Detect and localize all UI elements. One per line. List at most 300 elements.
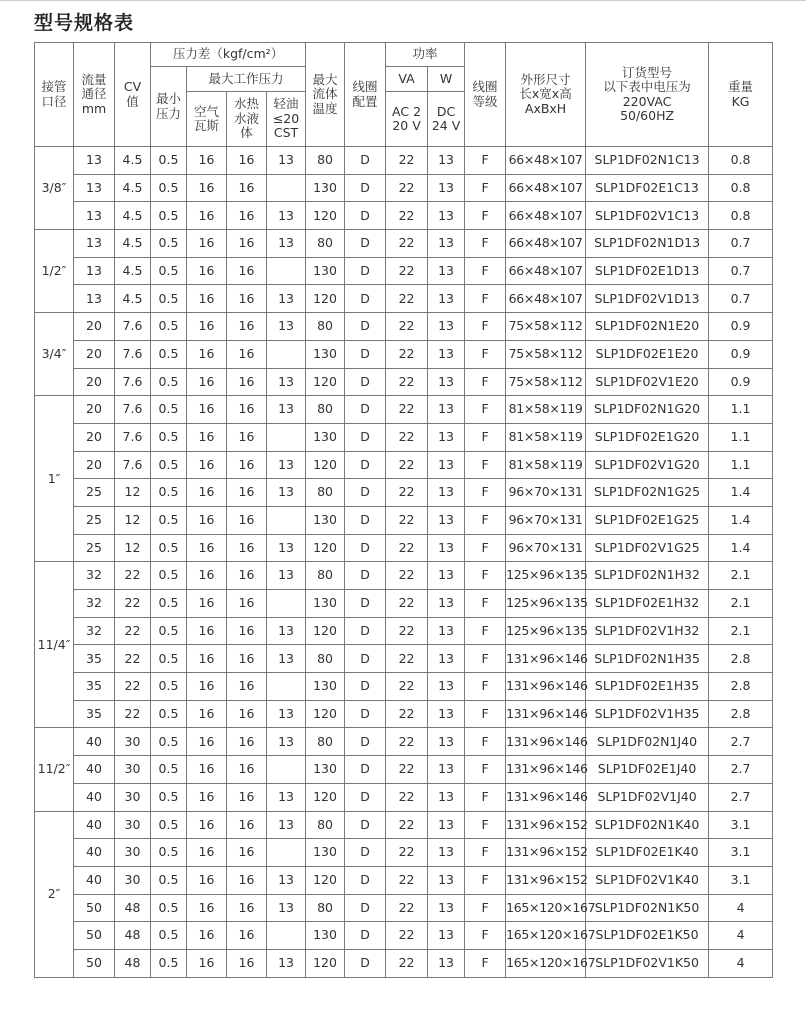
temp-cell: 80 <box>306 313 345 341</box>
flow-cell: 50 <box>74 949 115 977</box>
coil-config-cell: D <box>345 506 386 534</box>
water-cell: 16 <box>227 866 267 894</box>
header-dc: DC 24 V <box>428 92 465 147</box>
ac-va-cell: 22 <box>386 368 428 396</box>
dimensions-cell: 131×96×152 <box>506 839 586 867</box>
air-cell: 16 <box>187 590 227 618</box>
ac-va-cell: 22 <box>386 673 428 701</box>
oil-cell <box>267 506 306 534</box>
dimensions-cell: 75×58×112 <box>506 313 586 341</box>
cv-cell: 7.6 <box>115 368 151 396</box>
dimensions-cell: 131×96×146 <box>506 756 586 784</box>
temp-cell: 120 <box>306 949 345 977</box>
model-cell: SLP1DF02E1C13 <box>586 174 709 202</box>
model-cell: SLP1DF02N1G20 <box>586 396 709 424</box>
dc-w-cell: 13 <box>428 174 465 202</box>
dc-w-cell: 13 <box>428 783 465 811</box>
header-weight-line2: KG <box>731 93 750 109</box>
model-cell: SLP1DF02E1J40 <box>586 756 709 784</box>
page-title: 型号规格表 <box>34 12 135 34</box>
coil-grade-cell: F <box>465 673 506 701</box>
flow-cell: 20 <box>74 368 115 396</box>
water-cell: 16 <box>227 534 267 562</box>
temp-cell: 130 <box>306 756 345 784</box>
temp-cell: 80 <box>306 728 345 756</box>
air-cell: 16 <box>187 645 227 673</box>
temp-cell: 80 <box>306 230 345 258</box>
dc-w-cell: 13 <box>428 368 465 396</box>
dimensions-cell: 131×96×146 <box>506 700 586 728</box>
coil-config-cell: D <box>345 728 386 756</box>
cv-cell: 7.6 <box>115 451 151 479</box>
cv-cell: 7.6 <box>115 340 151 368</box>
coil-config-cell: D <box>345 147 386 175</box>
flow-cell: 50 <box>74 922 115 950</box>
model-cell: SLP1DF02E1G25 <box>586 506 709 534</box>
min-pressure-cell: 0.5 <box>151 673 187 701</box>
min-pressure-cell: 0.5 <box>151 894 187 922</box>
min-pressure-cell: 0.5 <box>151 451 187 479</box>
coil-grade-cell: F <box>465 396 506 424</box>
min-pressure-cell: 0.5 <box>151 783 187 811</box>
min-pressure-cell: 0.5 <box>151 617 187 645</box>
temp-cell: 120 <box>306 700 345 728</box>
table-row <box>35 839 773 867</box>
weight-cell: 3.1 <box>709 839 773 867</box>
coil-config-cell: D <box>345 562 386 590</box>
cv-cell: 12 <box>115 506 151 534</box>
temp-cell: 80 <box>306 811 345 839</box>
cv-cell: 30 <box>115 811 151 839</box>
coil-grade-cell: F <box>465 811 506 839</box>
coil-config-cell: D <box>345 922 386 950</box>
coil-config-cell: D <box>345 396 386 424</box>
dimensions-cell: 66×48×107 <box>506 257 586 285</box>
air-cell: 16 <box>187 368 227 396</box>
weight-cell: 0.9 <box>709 368 773 396</box>
coil-config-cell: D <box>345 673 386 701</box>
weight-cell: 1.1 <box>709 396 773 424</box>
cv-cell: 4.5 <box>115 147 151 175</box>
dc-w-cell: 13 <box>428 673 465 701</box>
coil-config-cell: D <box>345 534 386 562</box>
flow-cell: 50 <box>74 894 115 922</box>
water-cell: 16 <box>227 839 267 867</box>
water-cell: 16 <box>227 506 267 534</box>
ac-va-cell: 22 <box>386 783 428 811</box>
model-cell: SLP1DF02E1H35 <box>586 673 709 701</box>
water-cell: 16 <box>227 174 267 202</box>
temp-cell: 120 <box>306 617 345 645</box>
temp-cell: 120 <box>306 783 345 811</box>
flow-cell: 20 <box>74 451 115 479</box>
water-cell: 16 <box>227 617 267 645</box>
water-cell: 16 <box>227 811 267 839</box>
coil-grade-cell: F <box>465 257 506 285</box>
dc-w-cell: 13 <box>428 728 465 756</box>
ac-va-cell: 22 <box>386 866 428 894</box>
cv-cell: 30 <box>115 866 151 894</box>
table-header <box>35 43 773 147</box>
coil-config-cell: D <box>345 756 386 784</box>
pipe-size-cell: 1/2″ <box>35 230 74 313</box>
header-max-temp: 最大流体温度 <box>306 43 345 147</box>
header-order-line2: 以下表中电压为 <box>603 79 691 95</box>
dimensions-cell: 125×96×135 <box>506 562 586 590</box>
dimensions-cell: 131×96×146 <box>506 645 586 673</box>
cv-cell: 22 <box>115 590 151 618</box>
air-cell: 16 <box>187 866 227 894</box>
min-pressure-cell: 0.5 <box>151 313 187 341</box>
flow-cell: 20 <box>74 423 115 451</box>
coil-config-cell: D <box>345 617 386 645</box>
table-row <box>35 147 773 175</box>
cv-cell: 22 <box>115 645 151 673</box>
ac-va-cell: 22 <box>386 340 428 368</box>
header-order-model <box>586 43 709 147</box>
coil-config-cell: D <box>345 811 386 839</box>
flow-cell: 13 <box>74 230 115 258</box>
dc-w-cell: 13 <box>428 396 465 424</box>
weight-cell: 3.1 <box>709 866 773 894</box>
air-cell: 16 <box>187 340 227 368</box>
oil-cell: 13 <box>267 617 306 645</box>
dimensions-cell: 81×58×119 <box>506 451 586 479</box>
air-cell: 16 <box>187 396 227 424</box>
water-cell: 16 <box>227 285 267 313</box>
flow-cell: 13 <box>74 174 115 202</box>
min-pressure-cell: 0.5 <box>151 423 187 451</box>
dimensions-cell: 125×96×135 <box>506 590 586 618</box>
min-pressure-cell: 0.5 <box>151 756 187 784</box>
table-row <box>35 479 773 507</box>
temp-cell: 120 <box>306 451 345 479</box>
weight-cell: 2.8 <box>709 645 773 673</box>
dc-w-cell: 13 <box>428 645 465 673</box>
coil-config-cell: D <box>345 230 386 258</box>
oil-cell <box>267 673 306 701</box>
coil-grade-cell: F <box>465 894 506 922</box>
table-row <box>35 645 773 673</box>
header-order-line1: 订货型号 <box>622 64 673 80</box>
oil-cell: 13 <box>267 202 306 230</box>
weight-cell: 4 <box>709 894 773 922</box>
min-pressure-cell: 0.5 <box>151 866 187 894</box>
coil-config-cell: D <box>345 423 386 451</box>
table-row <box>35 673 773 701</box>
air-cell: 16 <box>187 562 227 590</box>
min-pressure-cell: 0.5 <box>151 811 187 839</box>
pipe-size-cell: 11/4″ <box>35 562 74 728</box>
oil-cell: 13 <box>267 534 306 562</box>
table-row <box>35 700 773 728</box>
dimensions-cell: 131×96×152 <box>506 866 586 894</box>
dc-w-cell: 13 <box>428 866 465 894</box>
model-cell: SLP1DF02N1K40 <box>586 811 709 839</box>
coil-config-cell: D <box>345 479 386 507</box>
oil-cell <box>267 922 306 950</box>
coil-grade-cell: F <box>465 506 506 534</box>
dimensions-cell: 96×70×131 <box>506 506 586 534</box>
min-pressure-cell: 0.5 <box>151 257 187 285</box>
model-cell: SLP1DF02E1E20 <box>586 340 709 368</box>
coil-grade-cell: F <box>465 174 506 202</box>
model-cell: SLP1DF02V1K50 <box>586 949 709 977</box>
flow-cell: 20 <box>74 340 115 368</box>
table-row <box>35 866 773 894</box>
coil-config-cell: D <box>345 700 386 728</box>
water-cell: 16 <box>227 783 267 811</box>
cv-cell: 22 <box>115 617 151 645</box>
header-oil: 轻油≤20CST <box>267 92 306 147</box>
header-min-pressure: 最小压力 <box>151 67 187 147</box>
dimensions-cell: 66×48×107 <box>506 174 586 202</box>
coil-config-cell: D <box>345 451 386 479</box>
table-row <box>35 313 773 341</box>
header-weight <box>709 43 773 147</box>
weight-cell: 1.4 <box>709 479 773 507</box>
cv-cell: 48 <box>115 949 151 977</box>
air-cell: 16 <box>187 756 227 784</box>
model-cell: SLP1DF02E1K40 <box>586 839 709 867</box>
weight-cell: 0.7 <box>709 285 773 313</box>
dc-w-cell: 13 <box>428 230 465 258</box>
flow-cell: 35 <box>74 700 115 728</box>
air-cell: 16 <box>187 202 227 230</box>
table-row <box>35 368 773 396</box>
model-cell: SLP1DF02E1K50 <box>586 922 709 950</box>
weight-cell: 3.1 <box>709 811 773 839</box>
header-dimensions-line2: 长x宽x高 <box>519 86 572 102</box>
dimensions-cell: 81×58×119 <box>506 396 586 424</box>
model-cell: SLP1DF02N1D13 <box>586 230 709 258</box>
ac-va-cell: 22 <box>386 645 428 673</box>
flow-cell: 13 <box>74 147 115 175</box>
oil-cell: 13 <box>267 811 306 839</box>
min-pressure-cell: 0.5 <box>151 340 187 368</box>
dc-w-cell: 13 <box>428 700 465 728</box>
coil-grade-cell: F <box>465 700 506 728</box>
coil-config-cell: D <box>345 645 386 673</box>
dimensions-cell: 66×48×107 <box>506 230 586 258</box>
oil-cell <box>267 257 306 285</box>
header-dimensions-line1: 外形尺寸 <box>520 71 571 87</box>
cv-cell: 22 <box>115 562 151 590</box>
water-cell: 16 <box>227 368 267 396</box>
dimensions-cell: 165×120×167 <box>506 922 586 950</box>
weight-cell: 2.8 <box>709 673 773 701</box>
dc-w-cell: 13 <box>428 590 465 618</box>
flow-cell: 20 <box>74 313 115 341</box>
coil-config-cell: D <box>345 368 386 396</box>
ac-va-cell: 22 <box>386 202 428 230</box>
dimensions-cell: 75×58×112 <box>506 340 586 368</box>
cv-cell: 4.5 <box>115 257 151 285</box>
water-cell: 16 <box>227 340 267 368</box>
oil-cell: 13 <box>267 645 306 673</box>
temp-cell: 120 <box>306 866 345 894</box>
cv-cell: 4.5 <box>115 174 151 202</box>
table-row <box>35 174 773 202</box>
weight-cell: 2.7 <box>709 783 773 811</box>
table-row <box>35 728 773 756</box>
model-cell: SLP1DF02V1E20 <box>586 368 709 396</box>
air-cell: 16 <box>187 534 227 562</box>
weight-cell: 1.4 <box>709 506 773 534</box>
flow-cell: 35 <box>74 673 115 701</box>
water-cell: 16 <box>227 590 267 618</box>
water-cell: 16 <box>227 257 267 285</box>
cv-cell: 48 <box>115 922 151 950</box>
header-cv: CV值 <box>115 43 151 147</box>
table-row <box>35 590 773 618</box>
air-cell: 16 <box>187 313 227 341</box>
min-pressure-cell: 0.5 <box>151 590 187 618</box>
coil-grade-cell: F <box>465 783 506 811</box>
ac-va-cell: 22 <box>386 756 428 784</box>
weight-cell: 0.7 <box>709 230 773 258</box>
table-row <box>35 894 773 922</box>
coil-config-cell: D <box>345 894 386 922</box>
dc-w-cell: 13 <box>428 451 465 479</box>
weight-cell: 0.9 <box>709 313 773 341</box>
water-cell: 16 <box>227 728 267 756</box>
cv-cell: 7.6 <box>115 423 151 451</box>
air-cell: 16 <box>187 423 227 451</box>
ac-va-cell: 22 <box>386 590 428 618</box>
coil-grade-cell: F <box>465 147 506 175</box>
table-row <box>35 230 773 258</box>
model-cell: SLP1DF02V1H35 <box>586 700 709 728</box>
ac-va-cell: 22 <box>386 479 428 507</box>
header-weight-line1: 重量 <box>728 79 754 95</box>
cv-cell: 22 <box>115 673 151 701</box>
oil-cell: 13 <box>267 451 306 479</box>
table-row <box>35 257 773 285</box>
cv-cell: 30 <box>115 728 151 756</box>
weight-cell: 2.1 <box>709 590 773 618</box>
oil-cell: 13 <box>267 894 306 922</box>
dimensions-cell: 96×70×131 <box>506 534 586 562</box>
ac-va-cell: 22 <box>386 534 428 562</box>
ac-va-cell: 22 <box>386 700 428 728</box>
header-va: VA <box>386 67 428 92</box>
header-ac: AC 220 V <box>386 92 428 147</box>
min-pressure-cell: 0.5 <box>151 396 187 424</box>
ac-va-cell: 22 <box>386 922 428 950</box>
coil-grade-cell: F <box>465 756 506 784</box>
min-pressure-cell: 0.5 <box>151 562 187 590</box>
air-cell: 16 <box>187 811 227 839</box>
min-pressure-cell: 0.5 <box>151 368 187 396</box>
cv-cell: 48 <box>115 894 151 922</box>
dc-w-cell: 13 <box>428 257 465 285</box>
min-pressure-cell: 0.5 <box>151 202 187 230</box>
water-cell: 16 <box>227 949 267 977</box>
pipe-size-cell: 1″ <box>35 396 74 562</box>
ac-va-cell: 22 <box>386 285 428 313</box>
weight-cell: 4 <box>709 922 773 950</box>
ac-va-cell: 22 <box>386 894 428 922</box>
flow-cell: 13 <box>74 257 115 285</box>
ac-va-cell: 22 <box>386 562 428 590</box>
model-cell: SLP1DF02V1G25 <box>586 534 709 562</box>
air-cell: 16 <box>187 230 227 258</box>
table-row <box>35 506 773 534</box>
flow-cell: 13 <box>74 202 115 230</box>
cv-cell: 7.6 <box>115 396 151 424</box>
pipe-size-cell: 11/2″ <box>35 728 74 811</box>
model-cell: SLP1DF02N1G25 <box>586 479 709 507</box>
dimensions-cell: 66×48×107 <box>506 285 586 313</box>
dimensions-cell: 96×70×131 <box>506 479 586 507</box>
flow-cell: 20 <box>74 396 115 424</box>
oil-cell: 13 <box>267 313 306 341</box>
oil-cell <box>267 839 306 867</box>
temp-cell: 80 <box>306 147 345 175</box>
header-order-line4: 50/60HZ <box>620 107 675 123</box>
coil-config-cell: D <box>345 866 386 894</box>
flow-cell: 35 <box>74 645 115 673</box>
air-cell: 16 <box>187 673 227 701</box>
air-cell: 16 <box>187 839 227 867</box>
dc-w-cell: 13 <box>428 534 465 562</box>
dimensions-cell: 131×96×146 <box>506 728 586 756</box>
oil-cell <box>267 756 306 784</box>
temp-cell: 130 <box>306 340 345 368</box>
min-pressure-cell: 0.5 <box>151 174 187 202</box>
dimensions-cell: 125×96×135 <box>506 617 586 645</box>
cv-cell: 30 <box>115 756 151 784</box>
table-row <box>35 285 773 313</box>
ac-va-cell: 22 <box>386 230 428 258</box>
ac-va-cell: 22 <box>386 396 428 424</box>
air-cell: 16 <box>187 479 227 507</box>
air-cell: 16 <box>187 174 227 202</box>
water-cell: 16 <box>227 396 267 424</box>
pipe-size-cell: 3/8″ <box>35 147 74 230</box>
model-cell: SLP1DF02N1H35 <box>586 645 709 673</box>
water-cell: 16 <box>227 645 267 673</box>
ac-va-cell: 22 <box>386 839 428 867</box>
model-cell: SLP1DF02V1G20 <box>586 451 709 479</box>
oil-cell: 13 <box>267 562 306 590</box>
cv-cell: 4.5 <box>115 285 151 313</box>
flow-cell: 40 <box>74 783 115 811</box>
model-cell: SLP1DF02N1K50 <box>586 894 709 922</box>
flow-cell: 32 <box>74 562 115 590</box>
water-cell: 16 <box>227 562 267 590</box>
oil-cell <box>267 423 306 451</box>
ac-va-cell: 22 <box>386 617 428 645</box>
oil-cell: 13 <box>267 147 306 175</box>
model-cell: SLP1DF02N1C13 <box>586 147 709 175</box>
coil-grade-cell: F <box>465 479 506 507</box>
table-row <box>35 949 773 977</box>
temp-cell: 120 <box>306 202 345 230</box>
temp-cell: 80 <box>306 479 345 507</box>
oil-cell: 13 <box>267 949 306 977</box>
header-coil-grade: 线圈等级 <box>465 43 506 147</box>
temp-cell: 130 <box>306 673 345 701</box>
coil-config-cell: D <box>345 340 386 368</box>
model-cell: SLP1DF02V1D13 <box>586 285 709 313</box>
dimensions-cell: 75×58×112 <box>506 368 586 396</box>
temp-cell: 130 <box>306 922 345 950</box>
cv-cell: 7.6 <box>115 313 151 341</box>
table-row <box>35 783 773 811</box>
model-cell: SLP1DF02V1C13 <box>586 202 709 230</box>
